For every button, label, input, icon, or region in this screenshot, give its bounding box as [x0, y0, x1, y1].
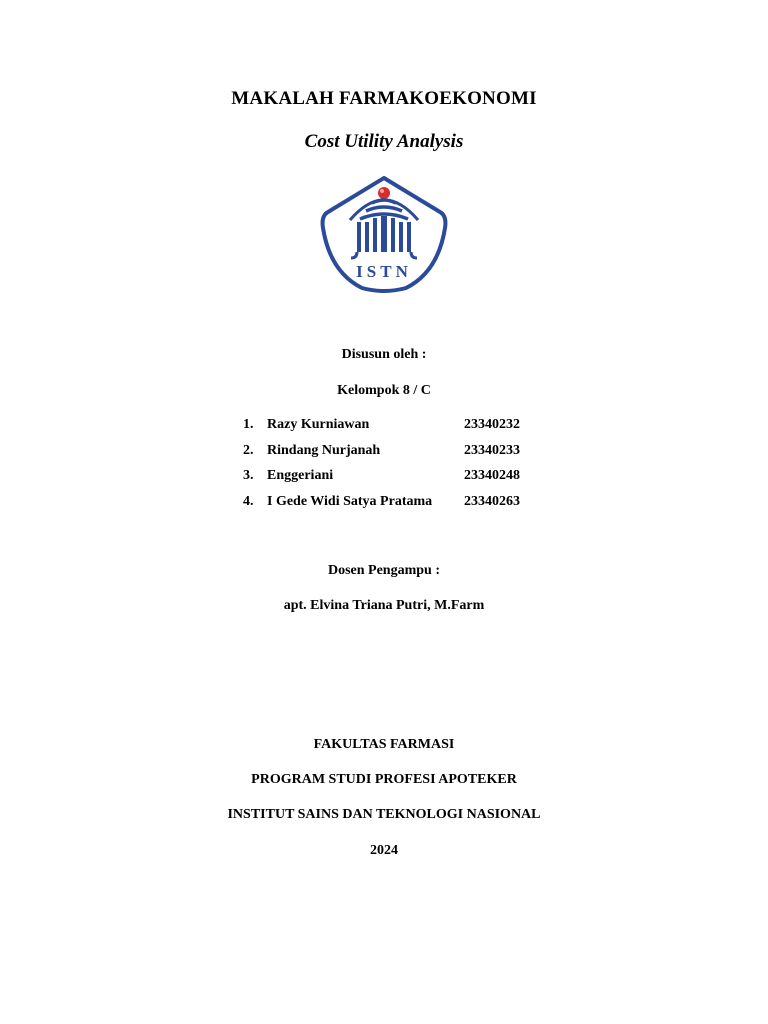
member-nim: 23340232 [464, 417, 520, 432]
member-name: I Gede Widi Satya Pratama [267, 493, 433, 509]
program-name: PROGRAM STUDI PROFESI APOTEKER [251, 772, 517, 787]
member-number: 1. [243, 417, 254, 432]
institution-name: INSTITUT SAINS DAN TEKNOLOGI NASIONAL [227, 807, 541, 822]
faculty-name: FAKULTAS FARMASI [313, 737, 455, 752]
member-nim: 23340263 [464, 493, 520, 509]
member-nim: 23340248 [464, 468, 520, 483]
document-subtitle: Cost Utility Analysis [304, 131, 464, 152]
lecturer-name: apt. Elvina Triana Putri, M.Farm [283, 598, 485, 613]
prepared-by-label: Disusun oleh : [341, 347, 427, 362]
member-number: 4. [243, 493, 254, 509]
group-label: Kelompok 8 / C [337, 383, 431, 398]
member-nim: 23340233 [464, 442, 520, 458]
member-name: Enggeriani [267, 468, 334, 483]
member-name: Razy Kurniawan [267, 417, 370, 432]
document-year: 2024 [370, 843, 398, 858]
document-title: MAKALAH FARMAKOEKONOMI [231, 88, 537, 109]
logo-text: ISTN [356, 262, 412, 281]
lecturer-label: Dosen Pengampu : [327, 563, 440, 578]
member-number: 2. [243, 442, 254, 458]
member-name: Rindang Nurjanah [267, 442, 381, 458]
member-number: 3. [243, 468, 254, 483]
istn-logo-icon [320, 176, 448, 294]
